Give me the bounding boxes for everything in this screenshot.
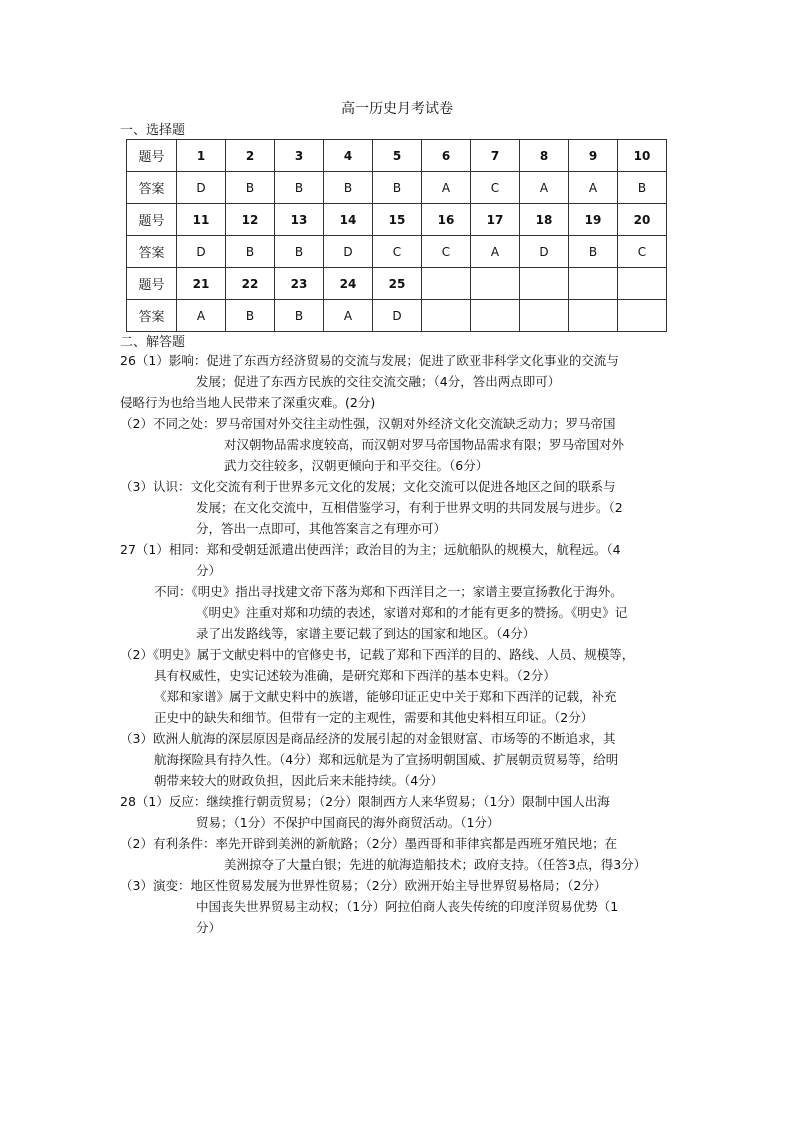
answer-cell: B [324,172,373,204]
answer-cell: D [520,236,569,268]
question-number-cell [520,268,569,300]
question-number-cell: 14 [324,204,373,236]
answer-cell: B [373,172,422,204]
essay-line: 对汉朝物品需求度较高，而汉朝对罗马帝国物品需求有限；罗马帝国对外 [224,437,625,452]
essay-line: 录了出发路线等，家谱主要记载了到达的国家和地区。（4分） [196,626,536,641]
answer-cell: B [569,236,618,268]
answer-cell: D [177,236,226,268]
question-number-cell: 1 [177,140,226,172]
answer-cell: A [422,172,471,204]
essay-line: （3）演变：地区性贸易发展为世界性贸易；（2分）欧洲开始主导世界贸易格局；（2分） [120,878,607,893]
essay-line: 贸易；（1分）不保护中国商民的海外商贸活动。（1分） [196,815,500,830]
answer-cell [520,300,569,332]
answer-cell: A [324,300,373,332]
answer-cell: B [618,172,667,204]
answer-cell: D [373,300,422,332]
answer-cell: B [275,172,324,204]
question-number-cell: 19 [569,204,618,236]
answer-cell: B [275,300,324,332]
question-label-cell: 题号 [127,268,177,300]
question-number-row [127,140,667,172]
answer-cell: A [177,300,226,332]
question-number-cell: 22 [226,268,275,300]
essay-line: 《郑和家谱》属于文献史料中的族谱，能够印证正史中关于郑和下西洋的记载，补充 [154,689,617,704]
essay-line: 分） [196,563,222,578]
essay-line: 28（1）反应：继续推行朝贡贸易；（2分）限制西方人来华贸易；（1分）限制中国人出海 [120,794,610,809]
answer-label-cell: 答案 [127,236,177,268]
essay-line: 中国丧失世界贸易主动权；（1分）阿拉伯商人丧失传统的印度洋贸易优势（1 [196,899,619,914]
question-number-cell: 24 [324,268,373,300]
section-heading-choice: 一、选择题 [120,123,186,138]
answer-label-cell: 答案 [127,172,177,204]
answer-cell: B [226,300,275,332]
question-number-cell: 11 [177,204,226,236]
question-label-cell: 题号 [127,204,177,236]
essay-line: 发展；促进了东西方民族的交往交流交融；（4分，答出两点即可） [196,374,561,389]
essay-line: 侵略行为也给当地人民带来了深重灾难。(2分) [120,395,376,410]
question-number-cell: 9 [569,140,618,172]
answer-cell: C [471,172,520,204]
question-number-cell: 4 [324,140,373,172]
essay-line: 《明史》注重对郑和功绩的表述，家谱对郑和的才能有更多的赞扬。《明史》记 [196,605,628,620]
question-number-cell: 6 [422,140,471,172]
question-number-cell [471,268,520,300]
question-number-cell: 3 [275,140,324,172]
answer-label-cell: 答案 [127,300,177,332]
essay-line: （3）认识：文化交流有利于世界多元文化的发展；文化交流可以促进各地区之间的联系与 [120,479,616,494]
question-number-cell: 16 [422,204,471,236]
question-number-cell: 21 [177,268,226,300]
essay-line: （2）《明史》属于文献史料中的官修史书，记载了郑和下西洋的目的、路线、人员、规模等， [120,647,635,662]
answer-cell: C [373,236,422,268]
answer-cell: D [324,236,373,268]
essay-line: 正史中的缺失和细节。但带有一定的主观性，需要和其他史料相互印证。（2分） [154,710,594,725]
essay-line: 朝带来较大的财政负担，因此后来未能持续。（4分） [154,773,444,788]
answer-table [126,139,667,332]
question-number-cell: 17 [471,204,520,236]
question-number-cell: 20 [618,204,667,236]
answer-row [127,300,667,332]
question-number-cell [618,268,667,300]
question-number-cell: 2 [226,140,275,172]
page-title: 高一历史月考试卷 [341,101,453,117]
question-number-row [127,204,667,236]
question-number-cell: 7 [471,140,520,172]
essay-line: 武力交往较多，汉朝更倾向于和平交往。（6分） [224,458,489,473]
answer-row [127,236,667,268]
answer-cell: B [226,172,275,204]
answer-cell: A [569,172,618,204]
answer-cell [569,300,618,332]
answer-cell [618,300,667,332]
essay-line: （3）欧洲人航海的深层原因是商品经济的发展引起的对金银财富、市场等的不断追求，其 [120,731,616,746]
answer-cell [422,300,471,332]
question-number-row [127,268,667,300]
essay-line: 不同：《明史》指出寻找建文帝下落为郑和下西洋目之一；家谱主要宣扬教化于海外。 [154,584,623,599]
essay-line: 26（1）影响：促进了东西方经济贸易的交流与发展；促进了欧亚非科学文化事业的交流与 [120,353,619,368]
answer-cell: C [618,236,667,268]
essay-line: 27（1）相同：郑和受朝廷派遣出使西洋；政治目的为主；远航船队的规模大，航程远。（4 [120,542,621,557]
question-number-cell: 12 [226,204,275,236]
essay-line: 航海探险具有持久性。（4分）郑和远航是为了宣扬明朝国威、扩展朝贡贸易等，给明 [154,752,619,767]
section-heading-essay: 二、解答题 [120,335,186,350]
answer-cell: A [520,172,569,204]
question-number-cell: 8 [520,140,569,172]
essay-line: 发展；在文化交流中，互相借鉴学习，有利于世界文明的共同发展与进步。（2 [196,500,623,515]
essay-line: 分，答出一点即可，其他答案言之有理亦可） [196,521,447,536]
question-number-cell: 18 [520,204,569,236]
question-number-cell [422,268,471,300]
answer-row [127,172,667,204]
answer-cell: D [177,172,226,204]
essay-line: （2）不同之处：罗马帝国对外交往主动性强，汉朝对外经济文化交流缺乏动力；罗马帝国 [120,416,616,431]
essay-line: 分） [196,920,222,935]
answer-cell [471,300,520,332]
question-number-cell [569,268,618,300]
answer-cell: B [275,236,324,268]
question-number-cell: 13 [275,204,324,236]
question-number-cell: 23 [275,268,324,300]
answer-cell: A [471,236,520,268]
question-number-cell: 5 [373,140,422,172]
answer-cell: B [226,236,275,268]
answer-cell: C [422,236,471,268]
essay-line: 具有权威性，史实记述较为准确，是研究郑和下西洋的基本史料。（2分） [154,668,556,683]
question-number-cell: 15 [373,204,422,236]
essay-line: 美洲掠夺了大量白银；先进的航海造船技术；政府支持。（任答3点，得3分） [224,857,647,872]
question-label-cell: 题号 [127,140,177,172]
question-number-cell: 10 [618,140,667,172]
question-number-cell: 25 [373,268,422,300]
essay-line: （2）有利条件：率先开辟到美洲的新航路；（2分）墨西哥和菲律宾都是西班牙殖民地；在 [120,836,618,851]
